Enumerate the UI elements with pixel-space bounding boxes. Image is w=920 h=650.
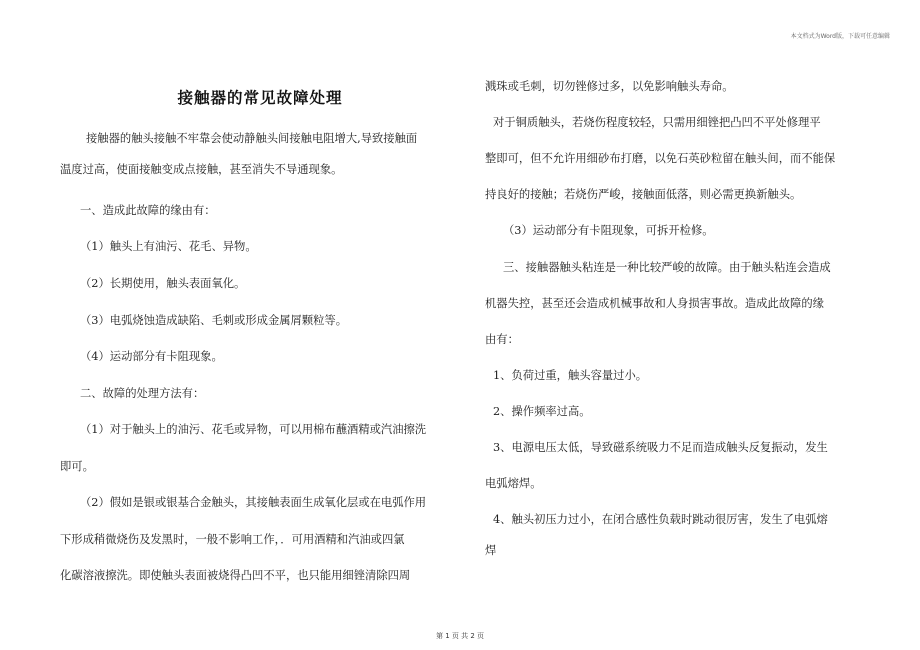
list-item: （3）电弧烧蚀造成缺陷、毛刺或形成金属屑颗粒等。 — [80, 314, 348, 327]
list-item: （4）运动部分有卡阻现象。 — [80, 350, 223, 363]
list-item: 3、电源电压太低，导致磁系统吸力不足而造成触头反复振动，发生 — [493, 441, 828, 454]
section-heading: 一、造成此故障的缘由有： — [80, 204, 216, 217]
list-item: （1）对于触头上的油污、花毛或异物，可以用棉布蘸酒精或汽油擦洗 — [80, 423, 427, 436]
list-item: 2、操作频率过高。 — [493, 405, 591, 418]
paragraph-line: 对于铜质触头，若烧伤程度较轻，只需用细锉把凸凹不平处修理平 — [493, 116, 821, 129]
paragraph-line: 电弧熔焊。 — [485, 477, 542, 490]
document-title: 接触器的常见故障处理 — [177, 89, 343, 107]
page-number: 第 1 页 共 2 页 — [435, 632, 485, 640]
list-item: 1、负荷过重，触头容量过小。 — [493, 369, 648, 382]
list-item: 4、触头初压力过小，在闭合感性负载时跳动很厉害，发生了电弧熔 — [493, 513, 828, 526]
paragraph-line: 焊 — [485, 544, 497, 557]
paragraph-line: 由有： — [485, 333, 519, 346]
list-item: （2）长期使用，触头表面氧化。 — [80, 277, 246, 290]
watermark-text: 本文档式为Word版，下载可任意编辑 — [790, 33, 890, 40]
paragraph-line: 机器失控，甚至还会造成机械事故和人身损害事故。造成此故障的缘 — [485, 297, 824, 310]
list-item: （2）假如是银或银基合金触头，其接触表面生成氧化层或在电弧作用 — [80, 496, 427, 509]
paragraph-line: 持良好的接触；若烧伤严峻，接触面低落，则必需更换新触头。 — [485, 188, 802, 201]
paragraph-line: 溅珠或毛刺，切勿锉修过多，以免影响触头寿命。 — [485, 80, 734, 93]
list-item: （1）触头上有油污、花毛、异物。 — [80, 240, 257, 253]
paragraph-line: 整即可，但不允许用细砂布打磨，以免石英砂粒留在触头间，而不能保 — [485, 152, 836, 165]
paragraph-line: 接触器的触头接触不牢靠会使动静触头间接触电阻增大,导致接触面 — [86, 132, 418, 145]
paragraph-line: 温度过高，使面接触变成点接触，甚至消失不导通现象。 — [60, 163, 343, 176]
paragraph-line: 即可。 — [60, 460, 94, 473]
paragraph-line: 化碳溶液擦洗。即使触头表面被烧得凸凹不平，也只能用细锉清除四周 — [60, 569, 411, 582]
list-item: （3）运动部分有卡阻现象，可拆开检修。 — [503, 224, 714, 237]
paragraph-line: 下形成稍微烧伤及发黑时，一般不影响工作，．可用酒精和汽油或四氯 — [60, 533, 405, 546]
section-heading: 二、故障的处理方法有： — [80, 387, 205, 400]
section-heading: 三、接触器触头粘连是一种比较严峻的故障。由于触头粘连会造成 — [503, 261, 831, 274]
